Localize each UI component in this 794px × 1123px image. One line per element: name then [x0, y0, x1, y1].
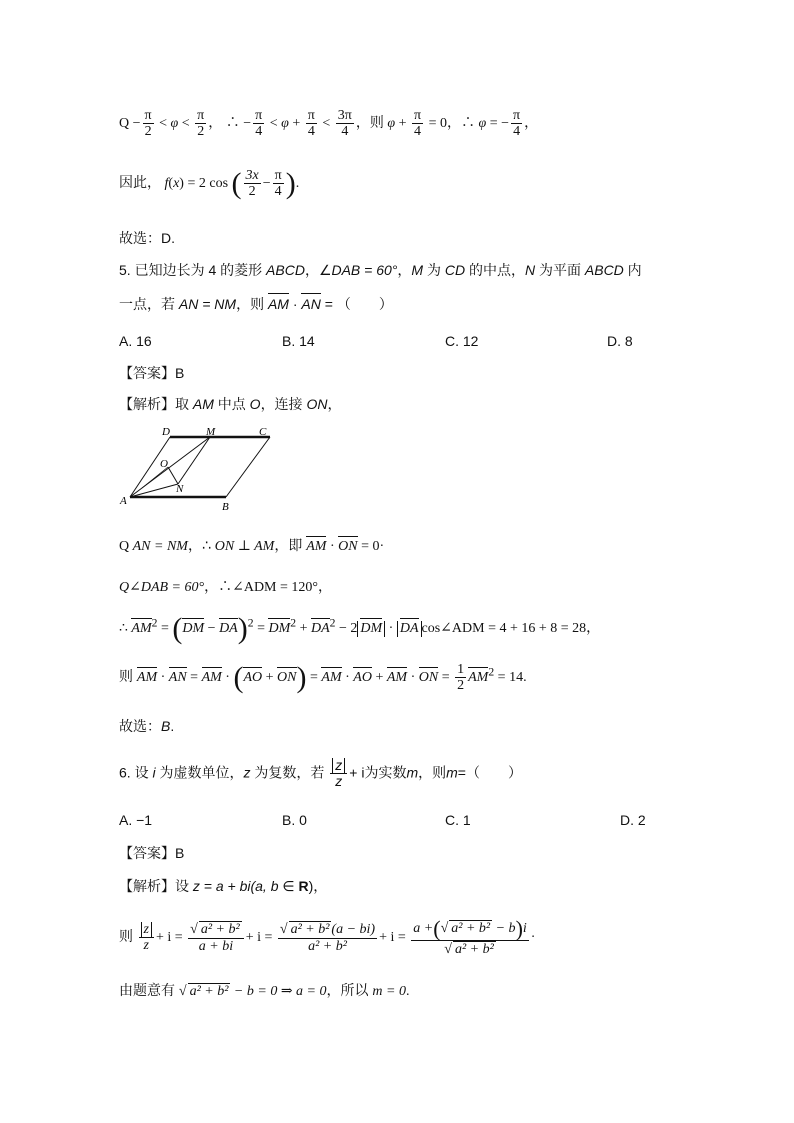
frac-pi-over-4: $\frac{\pi}{4}$ [255, 108, 263, 140]
frac-absz-z-2: $\frac{z}{z}$ [139, 922, 154, 954]
q5-step1: Q AN = NM，∴ ON ⊥ AM，即 AM · ON = 0· [119, 537, 385, 554]
rhombus-figure [118, 424, 288, 516]
frac-sqrt-over-abi: √ $\frac{\text{a² + b²}}{a + bi}$ [188, 921, 244, 954]
q6-option-a: A. −1 [119, 812, 153, 828]
label-n: N [176, 483, 184, 495]
frac-pi-over-4e: $\frac{\pi}{4}$ [274, 168, 282, 200]
edge-bc [226, 437, 270, 497]
q5-step2: Q∠DAB = 60°，∴∠ADM = 120°， [119, 578, 333, 595]
q6-answer: 【答案】B [119, 845, 185, 861]
segment-ao [142, 467, 168, 488]
frac-pi-over-2b: $\frac{\pi}{2}$ [197, 108, 205, 140]
frac-final-over-sqrt: a +(√ a² + b² − b)i √ a² + b² [411, 918, 528, 957]
q5-option-b: B. 14 [282, 333, 315, 349]
q5-answer: 【答案】B [119, 365, 185, 381]
q5-line2: 一点，若 AN = NM，则 AM · AN = （ ） [119, 296, 393, 312]
q5-step3: ∴ $AM^2 = (DM - DA)^2 = DM^2 + DA^2 - 2$ DM · DA cos∠ADM = 4 + 16 + 8 = 28， [119, 612, 601, 645]
segment-on [168, 467, 178, 484]
label-b: B [222, 501, 229, 513]
label-o: O [160, 458, 168, 470]
q5-line1: 5. 已知边长为 4 的菱形 ABCD，∠DAB = 60°，M 为 CD 的中点，N 为平面 ABCD 内 [119, 262, 642, 278]
label-d: D [162, 426, 170, 438]
frac-3pi-over-4: $\frac{3\pi}{4}$ [337, 108, 352, 140]
since-symbol: Q [119, 116, 130, 132]
solution-line-phi-range: Q − $\frac{\pi}{2}$ < φ < $\frac{\pi}{2}$ ， ∴ − $\frac{\pi}{4}$ < φ + $\frac{\pi}{4}$ < $\frac{3\pi}{4}$ ，则 φ + $\frac{\pi}{4}$ = 0，∴ φ = − $\frac{\pi}{4}$ ， [119, 108, 539, 140]
frac-pi-over-4d: $\frac{\pi}{4}$ [513, 108, 521, 140]
q5-option-d: D. 8 [607, 333, 633, 349]
q6-derivation: 则 $\frac{z}{z}$ + i = √ $\frac{\text{a² + b²}}{a + bi}$ + i = √ $\frac{\text{a² + b² (a − bi)}}{\text{a² + b²}}$ + i = a +(√ a² + b² − b)i √ a² + b² · [119, 918, 535, 957]
segment-nm [178, 437, 210, 484]
q6-conclusion: 由题意有 √ a² + b² − b = 0 ⇒ a = 0，所以 m = 0. [119, 982, 409, 1001]
q5-option-a: A. 16 [119, 333, 152, 349]
label-m: M [206, 426, 216, 438]
choose-d: 故选：D. [119, 230, 175, 246]
q5-option-c: C. 12 [445, 333, 479, 349]
frac-one-half: $\frac{1}{2}$ [457, 662, 465, 694]
q6-option-d: D. 2 [620, 812, 646, 828]
frac-pi-over-4c: $\frac{\pi}{4}$ [414, 108, 422, 140]
frac-3x-over-2: $\frac{3x}{2}$ [245, 168, 259, 200]
q5-analysis: 【解析】取 AM 中点 O，连接 ON， [119, 396, 342, 412]
solution-line-result: 因此， f(x) = 2 cos ( $\frac{3x}{2}$ − $\frac{\pi}{4}$ ). [119, 166, 300, 200]
frac-absz-over-z: $\frac{z}{z}$ [330, 758, 347, 790]
q6-option-c: C. 1 [445, 812, 471, 828]
frac-pi-over-2: $\frac{\pi}{2}$ [144, 108, 152, 140]
label-c: C [259, 426, 267, 438]
q5-choose: 故选：B. [119, 718, 175, 734]
q6-line1: 6. 设 i 为虚数单位，z 为复数，若 $\frac{z}{z}$ + i为实数m，则m=（ ） [119, 757, 522, 790]
q6-analysis: 【解析】设 z = a + bi(a, b ∈ R)， [119, 878, 328, 894]
q6-option-b: B. 0 [282, 812, 307, 828]
frac-pi-over-4b: $\frac{\pi}{4}$ [307, 108, 315, 140]
q5-step4: 则 AM · AN = AM · (AO + ON) = AM · AO + AM · ON = $\frac{1}{2}$ $AM^2 = 14$. [119, 660, 527, 694]
frac-sqrt-abi-over-a2b2: √ $\frac{\text{a² + b² (a − bi)}}{\text{a² + b²}}$ [278, 921, 377, 954]
label-a: A [120, 495, 127, 507]
